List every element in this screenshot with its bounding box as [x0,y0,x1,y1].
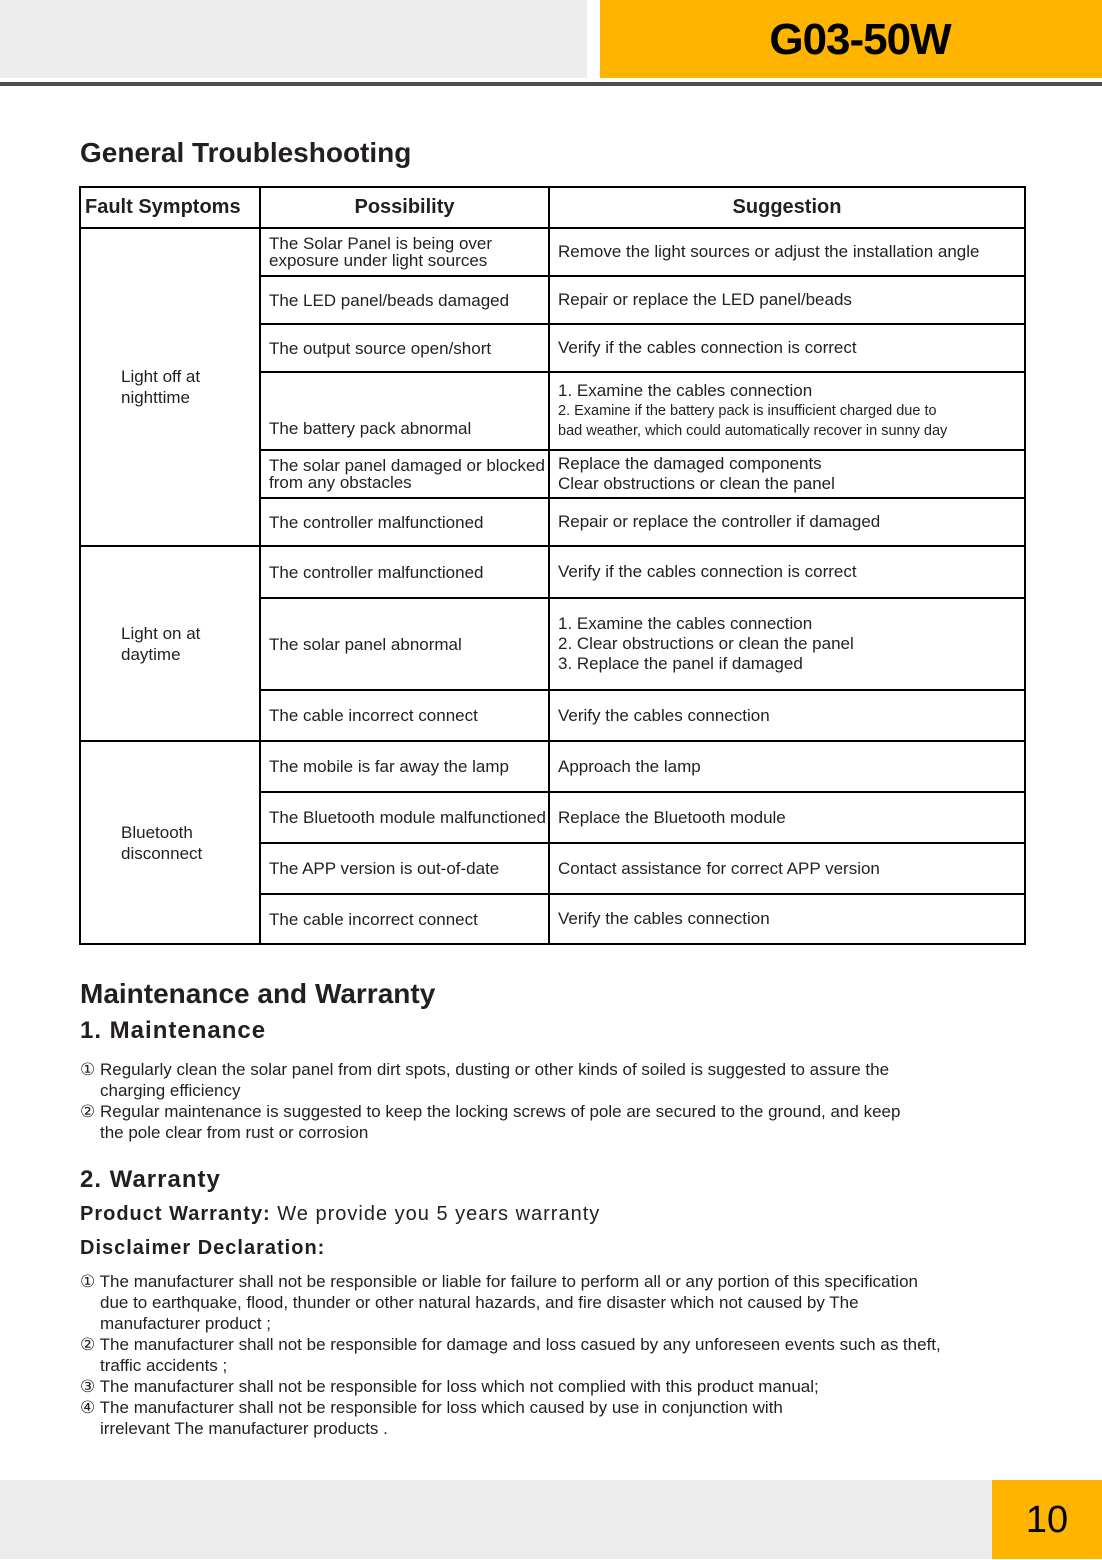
suggestion-cell: 1. Examine the cables connection 2. Clear obstructions or clean the panel 3. Replace the panel if damaged [549,598,1025,690]
possibility-cell: The APP version is out-of-date [260,843,549,894]
possibility-cell: The cable incorrect connect [260,690,549,741]
possibility-cell: The Solar Panel is being over exposure under light sources [260,228,549,276]
possibility-cell: The Bluetooth module malfunctioned [260,792,549,843]
suggestion-cell: Replace the damaged components Clear obstructions or clean the panel [549,450,1025,498]
suggestion-cell: Verify if the cables connection is correct [549,324,1025,372]
product-warranty-text: We provide you 5 years warranty [270,1203,601,1225]
disclaimer-list [80,1271,941,1439]
suggestion-cell: Verify the cables connection [549,894,1025,944]
symptom-cell: Light on at daytime [80,546,260,741]
disclaimer-heading: Disclaimer Declaration: [80,1237,326,1259]
column-header-suggestion: Suggestion [549,187,1025,228]
list-item: ② Regular maintenance is suggested to keep the locking screws of pole are secured to the ground, and keep the pole clear from rust or corrosion [80,1102,901,1142]
suggestion-cell: Remove the light sources or adjust the installation angle [549,228,1025,276]
subsection-maintenance: 1. Maintenance [80,1017,267,1044]
suggestion-cell: Repair or replace the controller if damaged [549,498,1025,546]
symptom-cell: Light off at nighttime [80,228,260,546]
possibility-cell: The output source open/short [260,324,549,372]
list-item: ② The manufacturer shall not be responsible for damage and loss casued by any unforeseen events such as theft, traffic accidents ; [80,1335,941,1375]
suggestion-cell: Approach the lamp [549,741,1025,792]
header-divider [0,82,1102,86]
table-row [80,741,1025,792]
table-row [80,228,1025,276]
possibility-cell: The controller malfunctioned [260,498,549,546]
product-warranty [80,1203,600,1226]
possibility-cell: The controller malfunctioned [260,546,549,598]
suggestion-cell: Contact assistance for correct APP version [549,843,1025,894]
suggestion-cell: Verify the cables connection [549,690,1025,741]
possibility-cell: The solar panel damaged or blocked from any obstacles [260,450,549,498]
possibility-cell: The mobile is far away the lamp [260,741,549,792]
possibility-cell: The battery pack abnormal [260,372,549,450]
list-item: ③ The manufacturer shall not be responsible for loss which not complied with this product manual; [80,1377,819,1396]
product-warranty-label: Product Warranty: [80,1203,271,1225]
section-title-troubleshooting: General Troubleshooting [80,137,412,168]
suggestion-cell: Replace the Bluetooth module [549,792,1025,843]
maintenance-list [80,1059,900,1143]
section-title-maintenance-warranty: Maintenance and Warranty [80,978,436,1009]
column-header-fault-symptoms: Fault Symptoms [80,187,260,228]
table-row [80,546,1025,598]
table-header-row [80,187,1025,228]
symptom-cell: Bluetooth disconnect [80,741,260,944]
possibility-cell: The cable incorrect connect [260,894,549,944]
list-item: ① The manufacturer shall not be responsible or liable for failure to perform all or any portion of this specification due to earthquake, flood, thunder or other natural hazards, and fire disaster which not caused by The manufacturer product ; [80,1272,918,1333]
page-number: 10 [992,1480,1102,1559]
possibility-cell: The LED panel/beads damaged [260,276,549,324]
column-header-possibility: Possibility [260,187,549,228]
list-item: ① Regularly clean the solar panel from dirt spots, dusting or other kinds of soiled is suggested to assure the charging efficiency [80,1060,890,1100]
footer-band [0,1480,1102,1559]
subsection-warranty: 2. Warranty [80,1166,221,1193]
list-item: ④ The manufacturer shall not be responsible for loss which caused by use in conjunction with irrelevant The manufacturer products . [80,1398,783,1438]
troubleshooting-table [79,186,1026,945]
suggestion-cell: Verify if the cables connection is correct [549,546,1025,598]
header-band [0,0,587,78]
model-title: G03-50W [769,15,951,64]
possibility-cell: The solar panel abnormal [260,598,549,690]
suggestion-cell: 1. Examine the cables connection 2. Examine if the battery pack is insufficient charged due to bad weather, which could automatically recover in sunny day [549,372,1025,450]
suggestion-cell: Repair or replace the LED panel/beads [549,276,1025,324]
